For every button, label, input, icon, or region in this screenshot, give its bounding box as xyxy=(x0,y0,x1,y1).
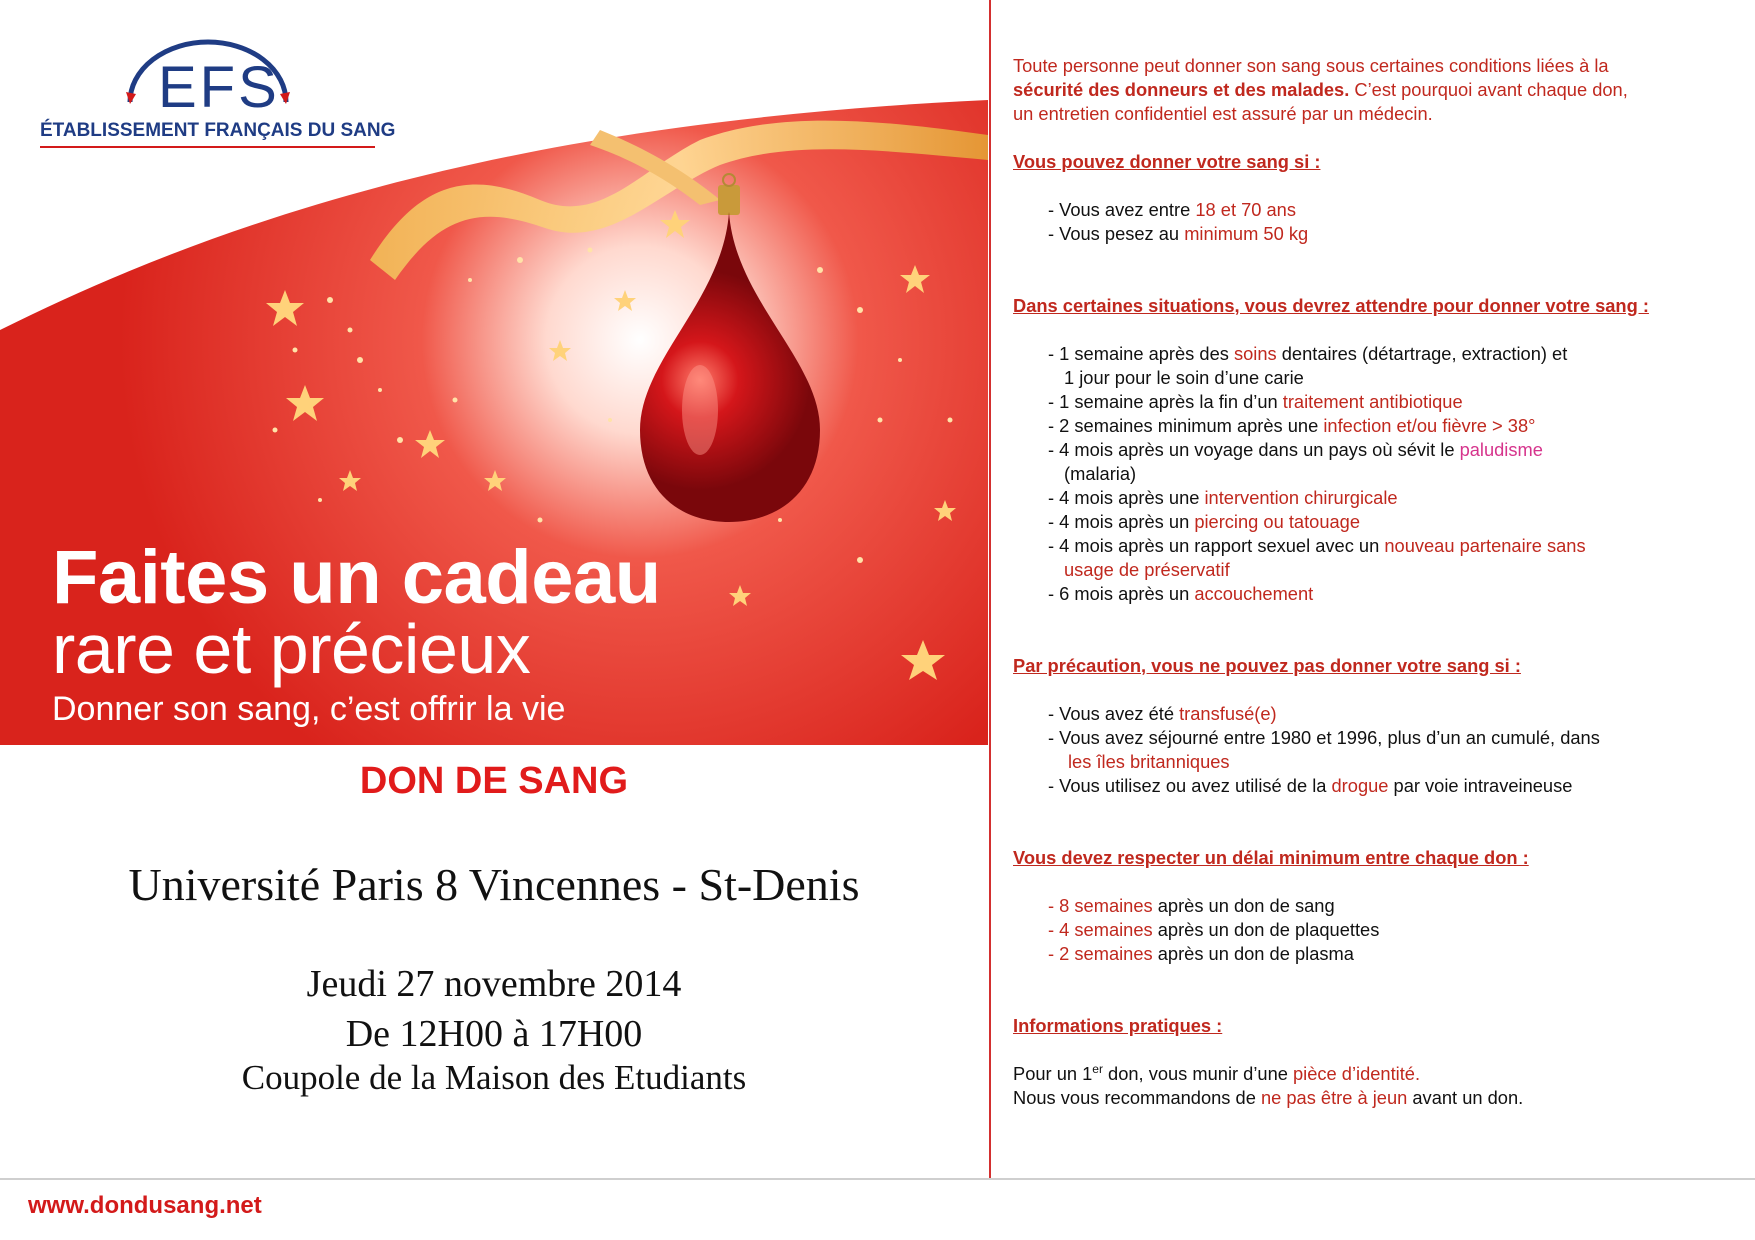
slogan-line-1: Faites un cadeau xyxy=(52,535,661,620)
list-item: - 2 semaines après un don de plasma xyxy=(1048,943,1354,964)
vertical-divider xyxy=(989,0,991,1178)
list-item-continued: usage de préservatif xyxy=(1064,559,1230,580)
event-title: DON DE SANG xyxy=(359,760,629,802)
list-item: - 1 semaine après la fin d’un traitement antibiotique xyxy=(1048,391,1463,412)
section-can-donate-title: Vous pouvez donner votre sang si : xyxy=(1013,151,1321,172)
list-item: - 4 mois après un piercing ou tatouage xyxy=(1048,511,1360,532)
event-university: Université Paris 8 Vincennes - St-Denis xyxy=(128,859,860,910)
eligibility-info xyxy=(1013,54,1748,1110)
intro-line-1: Toute personne peut donner son sang sous certaines conditions liées à la xyxy=(1013,55,1609,76)
intro-rest: C’est pourquoi avant chaque don, xyxy=(1349,79,1628,100)
event-date: Jeudi 27 novembre 2014 xyxy=(306,963,682,1005)
list-item: - Vous avez été transfusé(e) xyxy=(1048,703,1277,724)
list-item-continued: 1 jour pour le soin d’une carie xyxy=(1064,367,1304,388)
list-item: - Vous utilisez ou avez utilisé de la drogue par voie intraveineuse xyxy=(1048,775,1573,796)
list-item: - 4 mois après un voyage dans un pays où sévit le paludisme xyxy=(1048,439,1543,460)
section-delay-title: Vous devez respecter un délai minimum entre chaque don : xyxy=(1013,847,1529,868)
section-delay-list xyxy=(1013,894,1748,966)
list-item: - 4 mois après une intervention chirurgicale xyxy=(1048,487,1398,508)
footer-divider xyxy=(0,1178,1755,1180)
list-item: - Vous avez séjourné entre 1980 et 1996, plus d’un an cumulé, dans xyxy=(1048,727,1600,748)
section-wait-title: Dans certaines situations, vous devrez attendre pour donner votre sang : xyxy=(1013,295,1649,316)
slogan-line-2: rare et précieux xyxy=(52,610,531,688)
section-cannot-donate-title: Par précaution, vous ne pouvez pas donner votre sang si : xyxy=(1013,655,1521,676)
efs-logo-underline xyxy=(40,146,375,148)
section-can-donate-list xyxy=(1013,198,1748,246)
event-place: Coupole de la Maison des Etudiants xyxy=(241,1058,747,1097)
event-hours: De 12H00 à 17H00 xyxy=(345,1013,643,1055)
list-item: - 4 mois après un rapport sexuel avec un nouveau partenaire sans xyxy=(1048,535,1586,556)
practical-line-2: Nous vous recommandons de ne pas être à jeun avant un don. xyxy=(1013,1087,1524,1108)
website-link[interactable]: www.dondusang.net xyxy=(28,1192,262,1219)
practical-line-1: Pour un 1er don, vous munir d’une pièce d’identité. xyxy=(1013,1061,1421,1084)
section-practical-title: Informations pratiques : xyxy=(1013,1015,1223,1036)
poster-image xyxy=(0,0,988,745)
section-cannot-donate-list xyxy=(1013,702,1748,798)
list-item: - 2 semaines minimum après une infection et/ou fièvre > 38° xyxy=(1048,415,1536,436)
list-item: - 8 semaines après un don de sang xyxy=(1048,895,1335,916)
list-item: - Vous avez entre 18 et 70 ans xyxy=(1048,199,1296,220)
efs-logo-name: ÉTABLISSEMENT FRANÇAIS DU SANG xyxy=(40,120,396,141)
intro-line-2 xyxy=(1013,78,1748,102)
efs-logo-letters: EFS xyxy=(158,55,280,120)
list-item-continued: (malaria) xyxy=(1064,463,1137,484)
list-item: - 4 semaines après un don de plaquettes xyxy=(1048,919,1380,940)
slogan-line-3: Donner son sang, c’est offrir la vie xyxy=(52,690,566,728)
intro-bold: sécurité des donneurs et des malades. xyxy=(1013,79,1350,100)
intro-line-3: un entretien confidentiel est assuré par un médecin. xyxy=(1013,103,1433,124)
list-item: - 1 semaine après des soins dentaires (détartrage, extraction) et xyxy=(1048,343,1568,364)
section-wait-list xyxy=(1013,342,1748,606)
list-item-continued: les îles britanniques xyxy=(1068,751,1230,772)
list-item: - 6 mois après un accouchement xyxy=(1048,583,1314,604)
list-item: - Vous pesez au minimum 50 kg xyxy=(1048,223,1309,244)
